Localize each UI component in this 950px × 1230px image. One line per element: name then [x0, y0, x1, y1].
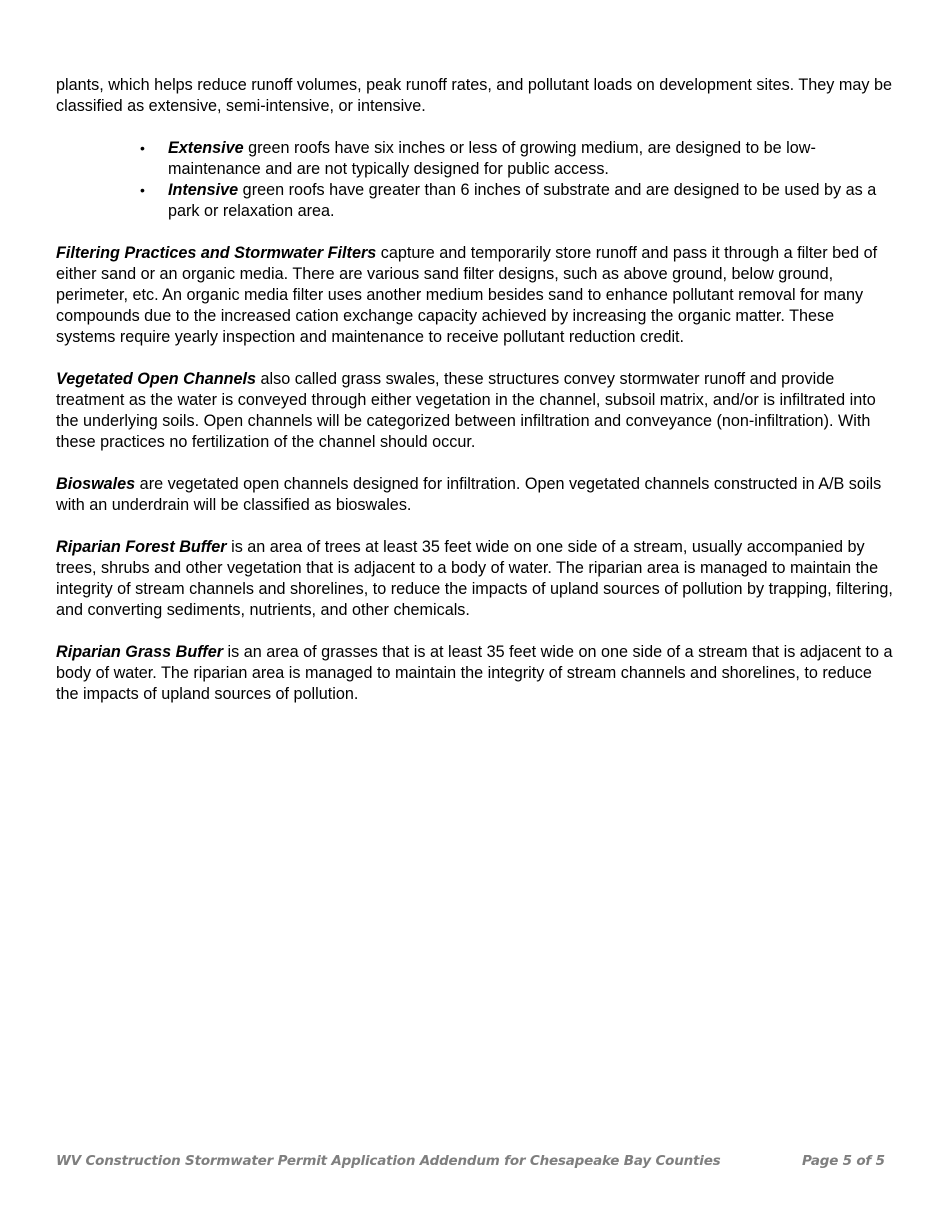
- footer-page-number: Page 5 of 5: [802, 1153, 885, 1169]
- document-body: [56, 75, 896, 726]
- paragraph-text: is an area of trees at least 35 feet wide on one side of a stream, usually accompanied by trees, shrubs and other vegetation that is adjacent to a body of water. The riparian area is managed to maintain the integrity of stream channels and shorelines, to reduce the impacts of upland sources of pollution by trapping, filtering, and converting sediments, nutrients, and other chemicals.: [56, 538, 893, 619]
- list-item: [140, 180, 896, 222]
- term-riparian-forest-buffer: Riparian Forest Buffer: [56, 538, 227, 556]
- paragraph-riparian-grass-buffer: [56, 642, 896, 705]
- bullet-icon: •: [140, 140, 145, 156]
- paragraph-text: also called grass swales, these structures convey stormwater runoff and provide treatment as the water is conveyed through either vegetation in the channel, subsoil matrix, and/or is infiltrated into the underlying soils. Open channels will be categorized between infiltration and conveyance (non-infiltration). With these practices no fertilization of the channel should occur.: [56, 370, 876, 451]
- list-item-text: green roofs have greater than 6 inches of substrate and are designed to be used by as a park or relaxation area.: [168, 181, 877, 220]
- paragraph-text: capture and temporarily store runoff and pass it through a filter bed of either sand or an organic media. There are various sand filter designs, such as above ground, below ground, perimeter, etc. An organic media filter uses another medium besides sand to enhance pollutant removal for many compounds due to the increased cation exchange capacity achieved by increasing the organic matter. These systems require yearly inspection and maintenance to receive pollutant reduction credit.: [56, 244, 878, 346]
- term-intensive: Intensive: [168, 181, 239, 199]
- paragraph-bioswales: [56, 474, 896, 516]
- list-item: [140, 138, 896, 180]
- term-vegetated-open-channels: Vegetated Open Channels: [56, 370, 256, 388]
- green-roof-types-list: [56, 138, 896, 222]
- list-item-text: green roofs have six inches or less of growing medium, are designed to be low-maintenance and are not typically designed for public access.: [168, 139, 816, 178]
- term-extensive: Extensive: [168, 139, 244, 157]
- term-bioswales: Bioswales: [56, 475, 136, 493]
- paragraph-text: are vegetated open channels designed for infiltration. Open vegetated channels constructed in A/B soils with an underdrain will be classified as bioswales.: [56, 475, 882, 514]
- term-filtering-practices: Filtering Practices and Stormwater Filters: [56, 244, 377, 262]
- intro-paragraph: plants, which helps reduce runoff volumes, peak runoff rates, and pollutant loads on development sites. They may be classified as extensive, semi-intensive, or intensive.: [56, 76, 892, 115]
- term-riparian-grass-buffer: Riparian Grass Buffer: [56, 643, 224, 661]
- footer-document-title: WV Construction Stormwater Permit Application Addendum for Chesapeake Bay Counties: [56, 1153, 721, 1169]
- paragraph-filtering-practices: [56, 243, 896, 348]
- paragraph-riparian-forest-buffer: [56, 537, 896, 621]
- bullet-icon: •: [140, 182, 145, 198]
- page-footer: [56, 1153, 886, 1169]
- paragraph-vegetated-open-channels: [56, 369, 896, 453]
- paragraph-text: is an area of grasses that is at least 35 feet wide on one side of a stream that is adjacent to a body of water. The riparian area is managed to maintain the integrity of stream channels and shorelines, to reduce the impacts of upland sources of pollution.: [56, 643, 893, 703]
